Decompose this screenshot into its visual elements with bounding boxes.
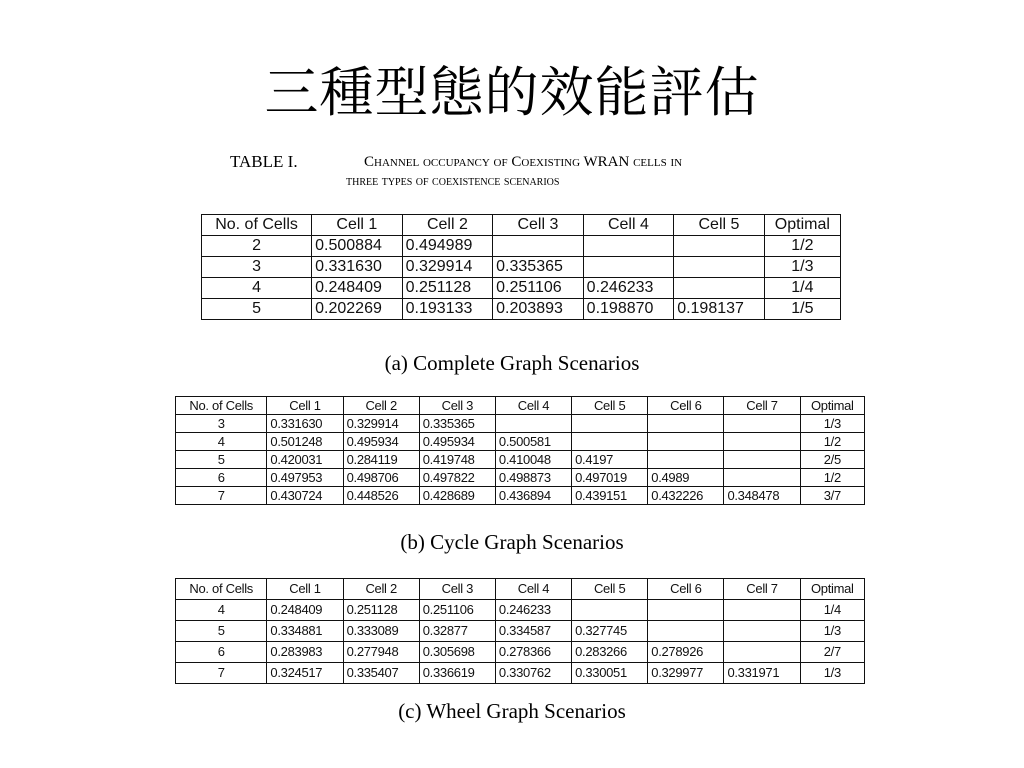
table-cell [493,236,584,257]
table-cell [724,621,800,642]
table-header-row [202,215,841,236]
table-cell: 6 [176,469,267,487]
table-cell: 0.494989 [402,236,493,257]
column-header: Cell 5 [674,215,765,236]
column-header: Cell 7 [724,579,800,600]
table-caption-text-line2: three types of coexistence scenarios [346,174,560,189]
table-row [176,487,865,505]
table-cell [648,451,724,469]
column-header: No. of Cells [176,579,267,600]
table-cell: 0.202269 [312,299,403,320]
column-header: Cell 1 [312,215,403,236]
table-cell: 0.32877 [419,621,495,642]
table-caption-text-line1: Channel occupancy of Coexisting WRAN cells in [364,154,683,170]
column-header: Cell 3 [419,579,495,600]
table-cell [724,600,800,621]
table-cell: 0.419748 [419,451,495,469]
table-header-row [176,397,865,415]
table-header-row [176,579,865,600]
table-cell: 0.248409 [312,278,403,299]
cycle-graph-caption: (b) Cycle Graph Scenarios [400,530,624,554]
table-cell: 0.251128 [402,278,493,299]
table-cell: 3 [176,415,267,433]
table-caption-label: TABLE I. [230,152,298,171]
table-row [176,663,865,684]
table-cell: 1/2 [800,433,864,451]
table-cell: 0.495934 [419,433,495,451]
column-header: Cell 4 [583,215,674,236]
table-cell: 0.500581 [495,433,571,451]
table-cell: 0.246233 [495,600,571,621]
table-cell: 0.330051 [572,663,648,684]
complete-graph-caption: (a) Complete Graph Scenarios [384,351,640,375]
column-header: Cell 5 [572,579,648,600]
table-cell: 0.335365 [419,415,495,433]
table-cell: 0.329977 [648,663,724,684]
column-header: Cell 3 [419,397,495,415]
table-cell: 0.410048 [495,451,571,469]
table-row [202,236,841,257]
slide-title: 三種型態的效能評估 [264,61,760,124]
table-cell: 0.430724 [267,487,343,505]
table-cell [724,451,800,469]
column-header: Optimal [800,397,864,415]
table-cell [572,433,648,451]
column-header: Cell 1 [267,579,343,600]
table-cell [674,278,765,299]
table-cell: 6 [176,642,267,663]
cycle-graph-table [175,396,865,505]
table-cell: 0.336619 [419,663,495,684]
table-cell: 0.432226 [648,487,724,505]
table-cell: 0.335407 [343,663,419,684]
table-cell: 0.277948 [343,642,419,663]
table-cell [648,600,724,621]
table-cell: 5 [176,451,267,469]
table-row [176,451,865,469]
table-row [176,469,865,487]
table-cell: 1/3 [800,415,864,433]
table-cell: 0.495934 [343,433,419,451]
column-header: Cell 6 [648,397,724,415]
column-header: Cell 5 [572,397,648,415]
table-cell: 4 [202,278,312,299]
table-cell: 7 [176,663,267,684]
table-row [202,299,841,320]
table-cell: 1/4 [800,600,864,621]
table-cell: 0.329914 [343,415,419,433]
table-cell [572,600,648,621]
column-header: Cell 4 [495,579,571,600]
table-row [176,621,865,642]
table-cell: 0.498706 [343,469,419,487]
table-cell: 0.278366 [495,642,571,663]
column-header: Cell 3 [493,215,584,236]
table-cell: 2/5 [800,451,864,469]
table-cell [648,415,724,433]
column-header: Cell 2 [343,579,419,600]
table-cell: 0.333089 [343,621,419,642]
table-row [202,278,841,299]
table-cell: 0.193133 [402,299,493,320]
table-row [176,415,865,433]
column-header: No. of Cells [202,215,312,236]
table-cell: 0.334587 [495,621,571,642]
table-cell: 7 [176,487,267,505]
table-cell: 1/4 [764,278,840,299]
column-header: Optimal [764,215,840,236]
column-header: Cell 7 [724,397,800,415]
table-cell: 2 [202,236,312,257]
table-cell: 4 [176,433,267,451]
table-cell: 0.439151 [572,487,648,505]
table-cell: 0.251128 [343,600,419,621]
table-cell: 0.305698 [419,642,495,663]
table-row [202,257,841,278]
table-cell: 1/2 [800,469,864,487]
table-cell: 0.330762 [495,663,571,684]
table-cell: 0.4989 [648,469,724,487]
table-cell: 0.198870 [583,299,674,320]
table-cell [724,469,800,487]
table-cell [648,433,724,451]
column-header: Cell 1 [267,397,343,415]
table-cell: 5 [176,621,267,642]
table-cell: 0.498873 [495,469,571,487]
table-cell: 0.331630 [312,257,403,278]
wheel-graph-table [175,578,865,684]
table-cell: 0.251106 [493,278,584,299]
table-cell: 0.501248 [267,433,343,451]
column-header: Cell 4 [495,397,571,415]
table-cell: 0.324517 [267,663,343,684]
table-cell: 0.248409 [267,600,343,621]
column-header: No. of Cells [176,397,267,415]
table-cell: 0.331630 [267,415,343,433]
table-cell: 1/2 [764,236,840,257]
table-cell [674,257,765,278]
table-cell: 0.198137 [674,299,765,320]
table-cell: 2/7 [800,642,864,663]
table-cell [724,415,800,433]
table-cell: 3 [202,257,312,278]
table-cell: 0.448526 [343,487,419,505]
table-cell: 0.428689 [419,487,495,505]
table-cell: 0.246233 [583,278,674,299]
table-cell: 5 [202,299,312,320]
table-cell: 0.497019 [572,469,648,487]
complete-graph-table [201,214,841,320]
table-cell: 0.4197 [572,451,648,469]
table-cell [583,257,674,278]
table-cell [674,236,765,257]
table-cell: 0.331971 [724,663,800,684]
table-cell: 0.348478 [724,487,800,505]
table-cell: 0.334881 [267,621,343,642]
table-cell: 0.203893 [493,299,584,320]
table-cell [495,415,571,433]
table-cell: 0.500884 [312,236,403,257]
table-cell [724,433,800,451]
column-header: Optimal [800,579,864,600]
table-cell: 3/7 [800,487,864,505]
table-cell: 1/3 [764,257,840,278]
table-cell: 0.436894 [495,487,571,505]
table-row [176,600,865,621]
table-cell: 0.278926 [648,642,724,663]
table-cell: 1/3 [800,663,864,684]
table-cell: 0.420031 [267,451,343,469]
table-cell: 0.284119 [343,451,419,469]
table-cell [583,236,674,257]
table-cell: 0.283266 [572,642,648,663]
wheel-graph-caption: (c) Wheel Graph Scenarios [398,699,626,723]
column-header: Cell 2 [402,215,493,236]
table-cell: 1/5 [764,299,840,320]
column-header: Cell 2 [343,397,419,415]
table-cell: 0.327745 [572,621,648,642]
table-cell [724,642,800,663]
table-cell: 0.251106 [419,600,495,621]
table-cell [572,415,648,433]
table-cell: 4 [176,600,267,621]
table-caption-line1 [230,152,830,172]
table-cell: 0.329914 [402,257,493,278]
table-cell [648,621,724,642]
table-cell: 0.497822 [419,469,495,487]
table-cell: 1/3 [800,621,864,642]
table-caption [230,152,830,192]
table-cell: 0.283983 [267,642,343,663]
column-header: Cell 6 [648,579,724,600]
table-row [176,642,865,663]
table-row [176,433,865,451]
table-cell: 0.497953 [267,469,343,487]
table-cell: 0.335365 [493,257,584,278]
